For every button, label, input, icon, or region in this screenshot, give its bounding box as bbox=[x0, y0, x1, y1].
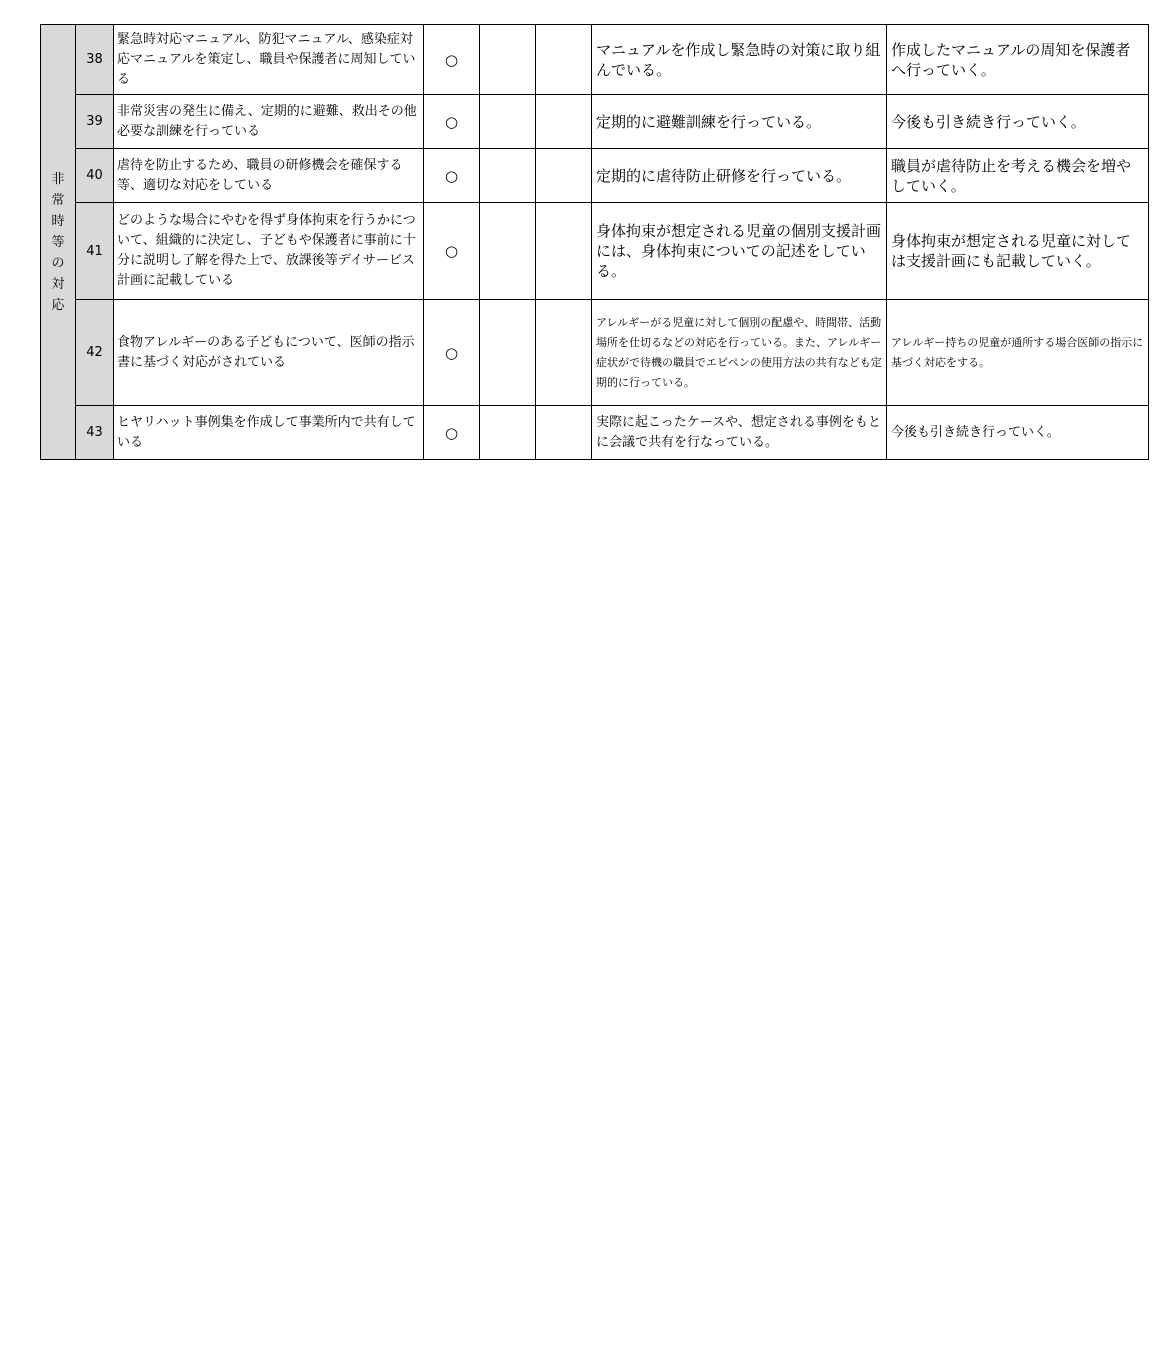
no-mark-cell bbox=[480, 149, 536, 203]
no-mark-cell bbox=[480, 25, 536, 95]
item-number: 42 bbox=[76, 300, 114, 406]
item-text: 非常災害の発生に備え、定期的に避難、救出その他必要な訓練を行っている bbox=[114, 95, 424, 149]
item-text: ヒヤリハット事例集を作成して事業所内で共有している bbox=[114, 406, 424, 460]
no-mark-cell bbox=[480, 95, 536, 149]
unknown-mark-cell bbox=[536, 300, 592, 406]
current-status: アレルギーがる児童に対して個別の配慮や、時間帯、活動場所を仕切るなどの対応を行っている。また、アレルギー症状がで待機の職員でエピペンの使用方法の共有なども定期的に行っている。 bbox=[592, 300, 887, 406]
unknown-mark-cell bbox=[536, 95, 592, 149]
improvement-plan: 今後も引き続き行っていく。 bbox=[887, 95, 1149, 149]
table-row bbox=[41, 406, 1149, 460]
no-mark-cell bbox=[480, 406, 536, 460]
table-row bbox=[41, 300, 1149, 406]
item-number: 43 bbox=[76, 406, 114, 460]
item-number: 41 bbox=[76, 203, 114, 300]
yes-mark: ○ bbox=[424, 25, 480, 95]
category-cell bbox=[41, 25, 76, 460]
table-row bbox=[41, 149, 1149, 203]
improvement-plan: 身体拘束が想定される児童に対しては支援計画にも記載していく。 bbox=[887, 203, 1149, 300]
current-status: 定期的に虐待防止研修を行っている。 bbox=[592, 149, 887, 203]
evaluation-table bbox=[40, 24, 1149, 460]
yes-mark: ○ bbox=[424, 406, 480, 460]
yes-mark: ○ bbox=[424, 95, 480, 149]
item-text: 食物アレルギーのある子どもについて、医師の指示書に基づく対応がされている bbox=[114, 300, 424, 406]
unknown-mark-cell bbox=[536, 25, 592, 95]
item-number: 38 bbox=[76, 25, 114, 95]
item-text: どのような場合にやむを得ず身体拘束を行うかについて、組織的に決定し、子どもや保護者に事前に十分に説明し了解を得た上で、放課後等デイサービス計画に記載している bbox=[114, 203, 424, 300]
improvement-plan: 今後も引き続き行っていく。 bbox=[887, 406, 1149, 460]
table-row bbox=[41, 25, 1149, 95]
category-label: 非常時等の対応 bbox=[51, 171, 65, 313]
improvement-plan: 作成したマニュアルの周知を保護者へ行っていく。 bbox=[887, 25, 1149, 95]
table-row bbox=[41, 203, 1149, 300]
no-mark-cell bbox=[480, 300, 536, 406]
table-row bbox=[41, 95, 1149, 149]
item-number: 40 bbox=[76, 149, 114, 203]
yes-mark: ○ bbox=[424, 149, 480, 203]
item-text: 虐待を防止するため、職員の研修機会を確保する等、適切な対応をしている bbox=[114, 149, 424, 203]
unknown-mark-cell bbox=[536, 149, 592, 203]
unknown-mark-cell bbox=[536, 406, 592, 460]
current-status: 定期的に避難訓練を行っている。 bbox=[592, 95, 887, 149]
no-mark-cell bbox=[480, 203, 536, 300]
unknown-mark-cell bbox=[536, 203, 592, 300]
improvement-plan: 職員が虐待防止を考える機会を増やしていく。 bbox=[887, 149, 1149, 203]
item-number: 39 bbox=[76, 95, 114, 149]
current-status: マニュアルを作成し緊急時の対策に取り組んでいる。 bbox=[592, 25, 887, 95]
current-status: 実際に起こったケースや、想定される事例をもとに会議で共有を行なっている。 bbox=[592, 406, 887, 460]
current-status: 身体拘束が想定される児童の個別支援計画には、身体拘束についての記述をしている。 bbox=[592, 203, 887, 300]
yes-mark: ○ bbox=[424, 203, 480, 300]
improvement-plan: アレルギー持ちの児童が通所する場合医師の指示に基づく対応をする。 bbox=[887, 300, 1149, 406]
yes-mark: ○ bbox=[424, 300, 480, 406]
item-text: 緊急時対応マニュアル、防犯マニュアル、感染症対応マニュアルを策定し、職員や保護者に周知している bbox=[114, 25, 424, 95]
